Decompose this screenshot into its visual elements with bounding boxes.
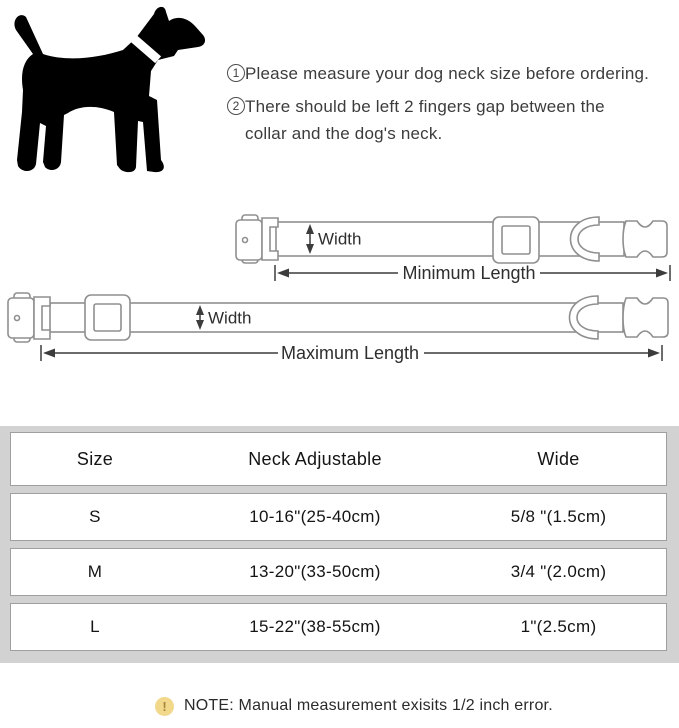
cell-wide: 3/4 "(2.0cm) [510, 562, 607, 581]
slider-triglide [85, 295, 130, 340]
instruction-text-1: Please measure your dog neck size before ordering. [245, 64, 650, 83]
width-label-max: Width [208, 308, 252, 328]
min-length-label: Minimum Length [402, 263, 536, 283]
instruction-item-2 [227, 93, 679, 147]
collar-diagram-minimum [228, 193, 679, 293]
cell-size: S [89, 507, 101, 526]
size-table [0, 426, 679, 663]
width-label-min: Width [318, 229, 362, 249]
exclamation-circle-icon: ! [155, 697, 174, 716]
cell-neck: 13-20"(33-50cm) [249, 562, 381, 581]
measurement-note [155, 695, 553, 717]
cell-wide: 1"(2.5cm) [520, 617, 597, 636]
cell-size: M [87, 562, 103, 581]
note-text: NOTE: Manual measurement exisits 1/2 inch error. [184, 697, 553, 714]
table-row-m [10, 548, 667, 596]
collar-strap [50, 303, 623, 332]
max-length-label: Maximum Length [280, 343, 420, 363]
header-wide: Wide [537, 448, 580, 469]
header-size: Size [76, 448, 114, 469]
instruction-item-1 [227, 60, 679, 87]
instruction-text-2-line-2: collar and the dog's neck. [245, 124, 443, 143]
instruction-text-2 [245, 93, 605, 147]
buckle-male [623, 221, 667, 257]
instruction-text-2-line-1: There should be left 2 fingers gap between the [245, 97, 605, 116]
size-table-header-row [10, 432, 667, 486]
buckle-female [8, 293, 50, 342]
cell-neck: 10-16"(25-40cm) [249, 507, 381, 526]
slider-triglide [493, 217, 539, 263]
cell-size: L [90, 617, 100, 636]
instructions [227, 60, 679, 147]
circled-number-1: 1 [227, 64, 245, 82]
buckle-male [623, 298, 668, 337]
buckle-female [236, 215, 278, 263]
table-row-s [10, 493, 667, 541]
dog-silhouette-icon [0, 2, 210, 188]
header-neck-adjustable: Neck Adjustable [248, 448, 382, 469]
table-row-l [10, 603, 667, 651]
cell-neck: 15-22"(38-55cm) [249, 617, 381, 636]
collar-diagram-maximum [0, 283, 679, 378]
circled-number-2: 2 [227, 97, 245, 115]
cell-wide: 5/8 "(1.5cm) [510, 507, 607, 526]
